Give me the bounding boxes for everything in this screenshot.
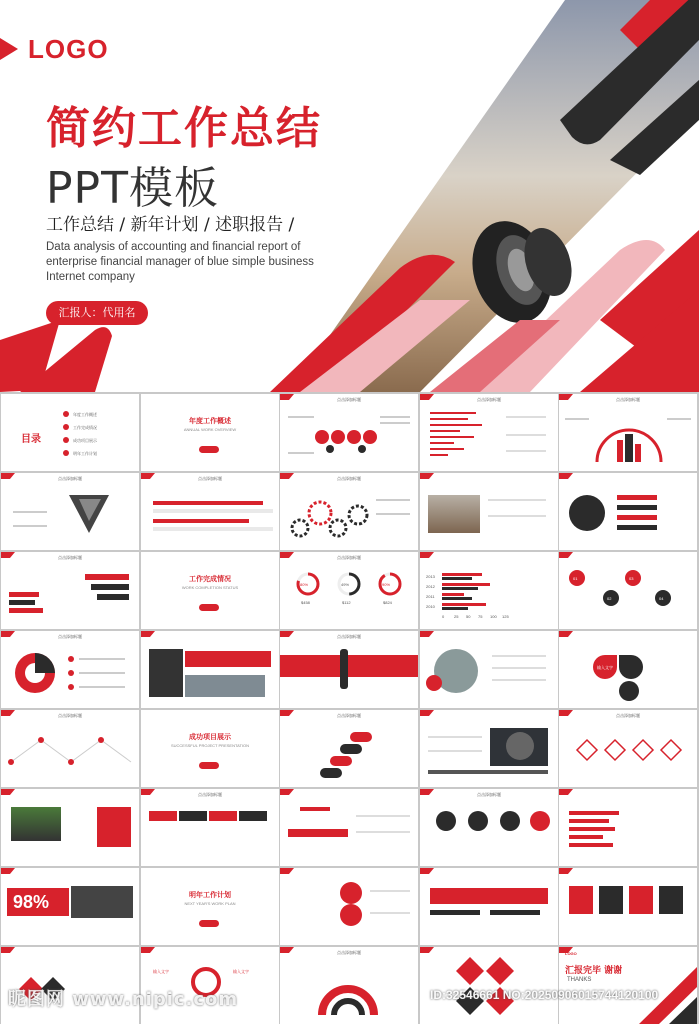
- text-line: [506, 416, 546, 418]
- slide-thumb-toc[interactable]: [1, 394, 139, 471]
- site-watermark: 昵图网 www.nipic.com: [8, 989, 239, 1010]
- bar: [442, 573, 482, 576]
- text-line: [492, 679, 546, 681]
- text-line: [428, 736, 482, 738]
- year-label: 2011: [426, 594, 435, 599]
- toc-dot: [63, 450, 69, 456]
- number-label: 02: [607, 596, 612, 601]
- axis-tick: 100: [490, 614, 497, 619]
- petal: [619, 681, 639, 701]
- slide-thumb-barchart[interactable]: [420, 394, 558, 471]
- semicircle-chart: [280, 947, 418, 1024]
- slide-thumb-progress[interactable]: [141, 473, 279, 550]
- bar: [442, 607, 468, 610]
- donut-charts: [280, 552, 418, 629]
- tyre-icon: [506, 732, 534, 760]
- corner-accent: [559, 868, 573, 874]
- tyre-photo: [185, 675, 265, 697]
- corner-accent: [559, 473, 573, 479]
- slide-header: 点击添加标题: [337, 555, 361, 560]
- year-label: 2010: [426, 604, 435, 609]
- slide-thumb-runner[interactable]: [280, 631, 418, 708]
- section-subtitle: SUCCESSFUL PROJECT PRESENTATION: [170, 743, 250, 748]
- bar: [430, 436, 474, 438]
- value-3: $824: [383, 600, 392, 605]
- slide-thumb-pins[interactable]: [280, 868, 418, 945]
- slide-header: 点击添加标题: [337, 397, 361, 402]
- text-line: [488, 515, 546, 517]
- text-line: [506, 434, 546, 436]
- text-line: [488, 499, 546, 501]
- list-bar: [617, 495, 657, 500]
- list-bar: [617, 505, 657, 510]
- end-subtitle: THANKS: [567, 977, 592, 983]
- tyre-photo: [428, 495, 480, 533]
- toc-dot: [63, 411, 69, 417]
- badge-circle: [426, 675, 442, 691]
- step-card: [599, 886, 623, 914]
- bar: [569, 843, 613, 847]
- slide-thumb-diamonds[interactable]: [559, 710, 697, 787]
- bar: [490, 910, 540, 915]
- icon-circle: [500, 811, 520, 831]
- bar: [9, 600, 35, 605]
- bar: [442, 603, 486, 606]
- toc-item-3: 成功项目展示: [73, 438, 97, 443]
- tyre-circle: [569, 495, 605, 531]
- bar: [9, 592, 39, 597]
- tyres-photo: [71, 886, 133, 918]
- progress-bar: [153, 501, 263, 505]
- slide-thumb-triangle[interactable]: [1, 473, 139, 550]
- axis-tick: 125: [502, 614, 509, 619]
- corner-accent: [280, 868, 294, 874]
- chevron-band: [288, 829, 348, 837]
- process-diagram: [280, 394, 418, 471]
- icon-circle: [436, 811, 456, 831]
- slide-thumb-list[interactable]: [559, 473, 697, 550]
- slide-thumb-diamond-pair[interactable]: [420, 947, 558, 1024]
- triangle-image: [1, 473, 139, 550]
- slide-thumb-process[interactable]: [280, 394, 418, 471]
- slide-thumb-timeline[interactable]: [1, 710, 139, 787]
- toc-item-1: 年度工作概述: [73, 412, 97, 417]
- petal-text: 输入文字: [597, 665, 613, 670]
- red-block: [97, 807, 131, 847]
- slide-thumb-petals[interactable]: [559, 631, 697, 708]
- slide-thumb-gears[interactable]: [280, 473, 418, 550]
- slide-thumb-numbered[interactable]: [559, 552, 697, 629]
- diamond-row: [559, 710, 697, 787]
- cover-description: Data analysis of accounting and financial report of enterprise financial manager of blue simple business Internet company: [46, 241, 314, 283]
- step-arrow: [149, 811, 177, 821]
- corner-accent: [420, 868, 434, 874]
- gears-diagram: [280, 473, 418, 550]
- corner-accent: [141, 947, 155, 953]
- slide-thumb-icons[interactable]: [420, 789, 558, 866]
- text-line: [370, 912, 410, 914]
- bar: [430, 418, 468, 420]
- bar: [430, 412, 476, 414]
- icon-circle: [530, 811, 550, 831]
- section-title: 工作完成情况: [189, 575, 231, 583]
- slide-thumb-semicircle[interactable]: [280, 947, 418, 1024]
- step-card: [659, 886, 683, 914]
- cover-tagline: 工作总结 / 新年计划 / 述职报告 /: [46, 215, 295, 235]
- slide-thumb-section-2[interactable]: [141, 552, 279, 629]
- axis-tick: 25: [454, 614, 459, 619]
- toc-dot: [63, 437, 69, 443]
- reporter-badge: 汇报人：代用名: [46, 301, 148, 325]
- section-pill: [199, 604, 219, 611]
- text-line: [492, 655, 546, 657]
- arrow-tag: [85, 574, 129, 580]
- cover-subtitle: PPT模板: [46, 163, 219, 214]
- corner-accent: [559, 789, 573, 795]
- slide-thumb-arrow-steps[interactable]: [141, 789, 279, 866]
- bar: [569, 835, 603, 839]
- end-logo: LOGO: [565, 951, 577, 956]
- slide-header: 点击添加标题: [58, 713, 82, 718]
- slide-header: 点击添加标题: [477, 397, 501, 402]
- section-subtitle: WORK COMPLETION STATUS: [181, 585, 239, 590]
- section-title: 成功项目展示: [189, 733, 231, 741]
- bar: [442, 593, 464, 596]
- bar: [442, 587, 478, 590]
- slide-header: 点击添加标题: [337, 476, 361, 481]
- progress-track: [153, 527, 273, 531]
- bar: [430, 430, 460, 432]
- wheel-photo: [11, 807, 61, 841]
- half-pie-chart: [1, 631, 139, 708]
- step-arrow: [209, 811, 237, 821]
- donut-label-2: 49%: [341, 582, 350, 587]
- step-tag: [330, 756, 352, 766]
- text-line: [492, 667, 546, 669]
- slide-header: 点击添加标题: [337, 634, 361, 639]
- slide-thumb-halfpie[interactable]: [1, 631, 139, 708]
- corner-accent: [1, 789, 15, 795]
- bar: [569, 811, 619, 815]
- end-title: 汇报完毕 谢谢: [565, 966, 623, 976]
- slide-header: 点击添加标题: [616, 397, 640, 402]
- runner-figure: [340, 649, 348, 689]
- section-title: 明年工作计划: [189, 891, 231, 899]
- bar: [300, 807, 330, 811]
- bar: [430, 448, 464, 450]
- step-tag: [350, 732, 372, 742]
- bar: [9, 608, 43, 613]
- slide-thumb-tyres-photo[interactable]: [141, 631, 279, 708]
- axis-tick: 75: [478, 614, 483, 619]
- corner-accent: [559, 552, 573, 558]
- slide-thumb-98pct[interactable]: [1, 868, 139, 945]
- timeline: [1, 710, 139, 787]
- slide-header: 点击添加标题: [58, 555, 82, 560]
- big-percentage: 98%: [13, 892, 50, 912]
- text-line: [428, 750, 482, 752]
- progress-bar: [153, 519, 249, 523]
- end-stripes: [559, 947, 697, 1024]
- list-bar: [617, 525, 657, 530]
- axis-tick: 0: [442, 614, 445, 619]
- slide-thumb-steps[interactable]: [559, 868, 697, 945]
- section-title: 年度工作概述: [189, 417, 231, 425]
- corner-accent: [420, 710, 434, 716]
- tag-text: 输入文字: [233, 969, 249, 974]
- slide-header: 点击添加标题: [616, 713, 640, 718]
- step-tag: [340, 744, 362, 754]
- slide-header: 点击添加标题: [198, 476, 222, 481]
- slide-header: 点击添加标题: [337, 950, 361, 955]
- slide-header: 点击添加标题: [198, 792, 222, 797]
- bar: [430, 424, 482, 426]
- slide-thumb-stacked-bars[interactable]: [559, 789, 697, 866]
- slide-thumb-arrows[interactable]: [1, 552, 139, 629]
- icon-circle: [468, 811, 488, 831]
- corner-accent: [559, 631, 573, 637]
- corner-accent: [420, 473, 434, 479]
- tag-text: 输入文字: [153, 969, 169, 974]
- value-2: $112: [342, 600, 351, 605]
- list-bar: [617, 515, 657, 520]
- step-card: [569, 886, 593, 914]
- step-arrow: [179, 811, 207, 821]
- section-pill: [199, 920, 219, 927]
- slide-header: 点击添加标题: [58, 634, 82, 639]
- text-line: [356, 815, 410, 817]
- number-label: 04: [659, 596, 664, 601]
- bar: [569, 819, 609, 823]
- year-label: 2013: [426, 574, 435, 579]
- bar: [442, 583, 490, 586]
- slide-thumb-tyre-photo-2[interactable]: [420, 710, 558, 787]
- step-arrow: [239, 811, 267, 821]
- section-pill: [199, 446, 219, 453]
- cover-title: 简约工作总结: [46, 103, 322, 154]
- pin-circle: [340, 882, 362, 904]
- section-subtitle: NEXT YEAR'S WORK PLAN: [184, 901, 236, 906]
- slide-header: 点击添加标题: [58, 476, 82, 481]
- corner-accent: [141, 631, 155, 637]
- banner: [185, 651, 271, 667]
- axis-tick: 50: [466, 614, 471, 619]
- corner-accent: [1, 868, 15, 874]
- slide-thumbnail-grid: [0, 392, 699, 1024]
- arrow-tag: [97, 594, 129, 600]
- logo-triangle-icon: [0, 38, 18, 60]
- progress-track: [153, 509, 273, 513]
- red-band: [430, 888, 548, 904]
- arrow-tag: [91, 584, 129, 590]
- section-pill: [199, 762, 219, 769]
- tyre-photo: [149, 649, 183, 697]
- toc-item-4: 明年工作计划: [73, 451, 97, 456]
- bar: [442, 577, 472, 580]
- donut-label-3: 90%: [382, 582, 391, 587]
- value-1: $458: [301, 600, 310, 605]
- text-line: [356, 831, 410, 833]
- diamond-pair: [420, 947, 558, 1024]
- toc-item-2: 工作完成情况: [73, 425, 97, 430]
- slide-thumb-section-4[interactable]: [141, 868, 279, 945]
- slide-thumb-end[interactable]: [559, 947, 697, 1024]
- logo: LOGO: [28, 34, 109, 64]
- section-subtitle: ANNUAL WORK OVERVIEW: [183, 427, 237, 432]
- corner-accent: [280, 789, 294, 795]
- cover-slide: [0, 0, 699, 392]
- bar: [569, 827, 615, 831]
- id-watermark: ID:32546661 NO:20250906015744120100: [430, 988, 659, 1002]
- year-label: 2012: [426, 584, 435, 589]
- bar: [430, 442, 454, 444]
- number-label: 03: [629, 576, 634, 581]
- toc-title: 目录: [21, 434, 41, 445]
- step-card: [629, 886, 653, 914]
- bar: [430, 454, 448, 456]
- slide-thumb-tractor[interactable]: [420, 631, 558, 708]
- text-line: [370, 890, 410, 892]
- donut-label-1: 80%: [300, 582, 309, 587]
- corner-accent: [420, 552, 434, 558]
- slide-thumb-flags[interactable]: [420, 868, 558, 945]
- petal: [619, 655, 643, 679]
- toc-dot: [63, 424, 69, 430]
- slide-header: 点击添加标题: [337, 713, 361, 718]
- red-band: [280, 655, 418, 677]
- slide-thumb-section-3[interactable]: [141, 710, 279, 787]
- slide-thumb-chevrons[interactable]: [280, 789, 418, 866]
- slide-thumb-city-arc[interactable]: [559, 394, 697, 471]
- slide-thumb-year-bars[interactable]: [420, 552, 558, 629]
- footer-bar: [428, 770, 548, 774]
- slide-thumb-photo[interactable]: [420, 473, 558, 550]
- step-tag: [320, 768, 342, 778]
- text-line: [506, 450, 546, 452]
- corner-accent: [420, 631, 434, 637]
- slide-thumb-wheel-photo[interactable]: [1, 789, 139, 866]
- slide-thumb-abcd[interactable]: [280, 710, 418, 787]
- bar: [442, 597, 472, 600]
- slide-thumb-donuts[interactable]: [280, 552, 418, 629]
- arc-diagram: [559, 394, 697, 471]
- number-label: 01: [573, 576, 578, 581]
- slide-header: 点击添加标题: [477, 792, 501, 797]
- pin-circle: [340, 904, 362, 926]
- slide-thumb-section-1[interactable]: [141, 394, 279, 471]
- bar: [430, 910, 480, 915]
